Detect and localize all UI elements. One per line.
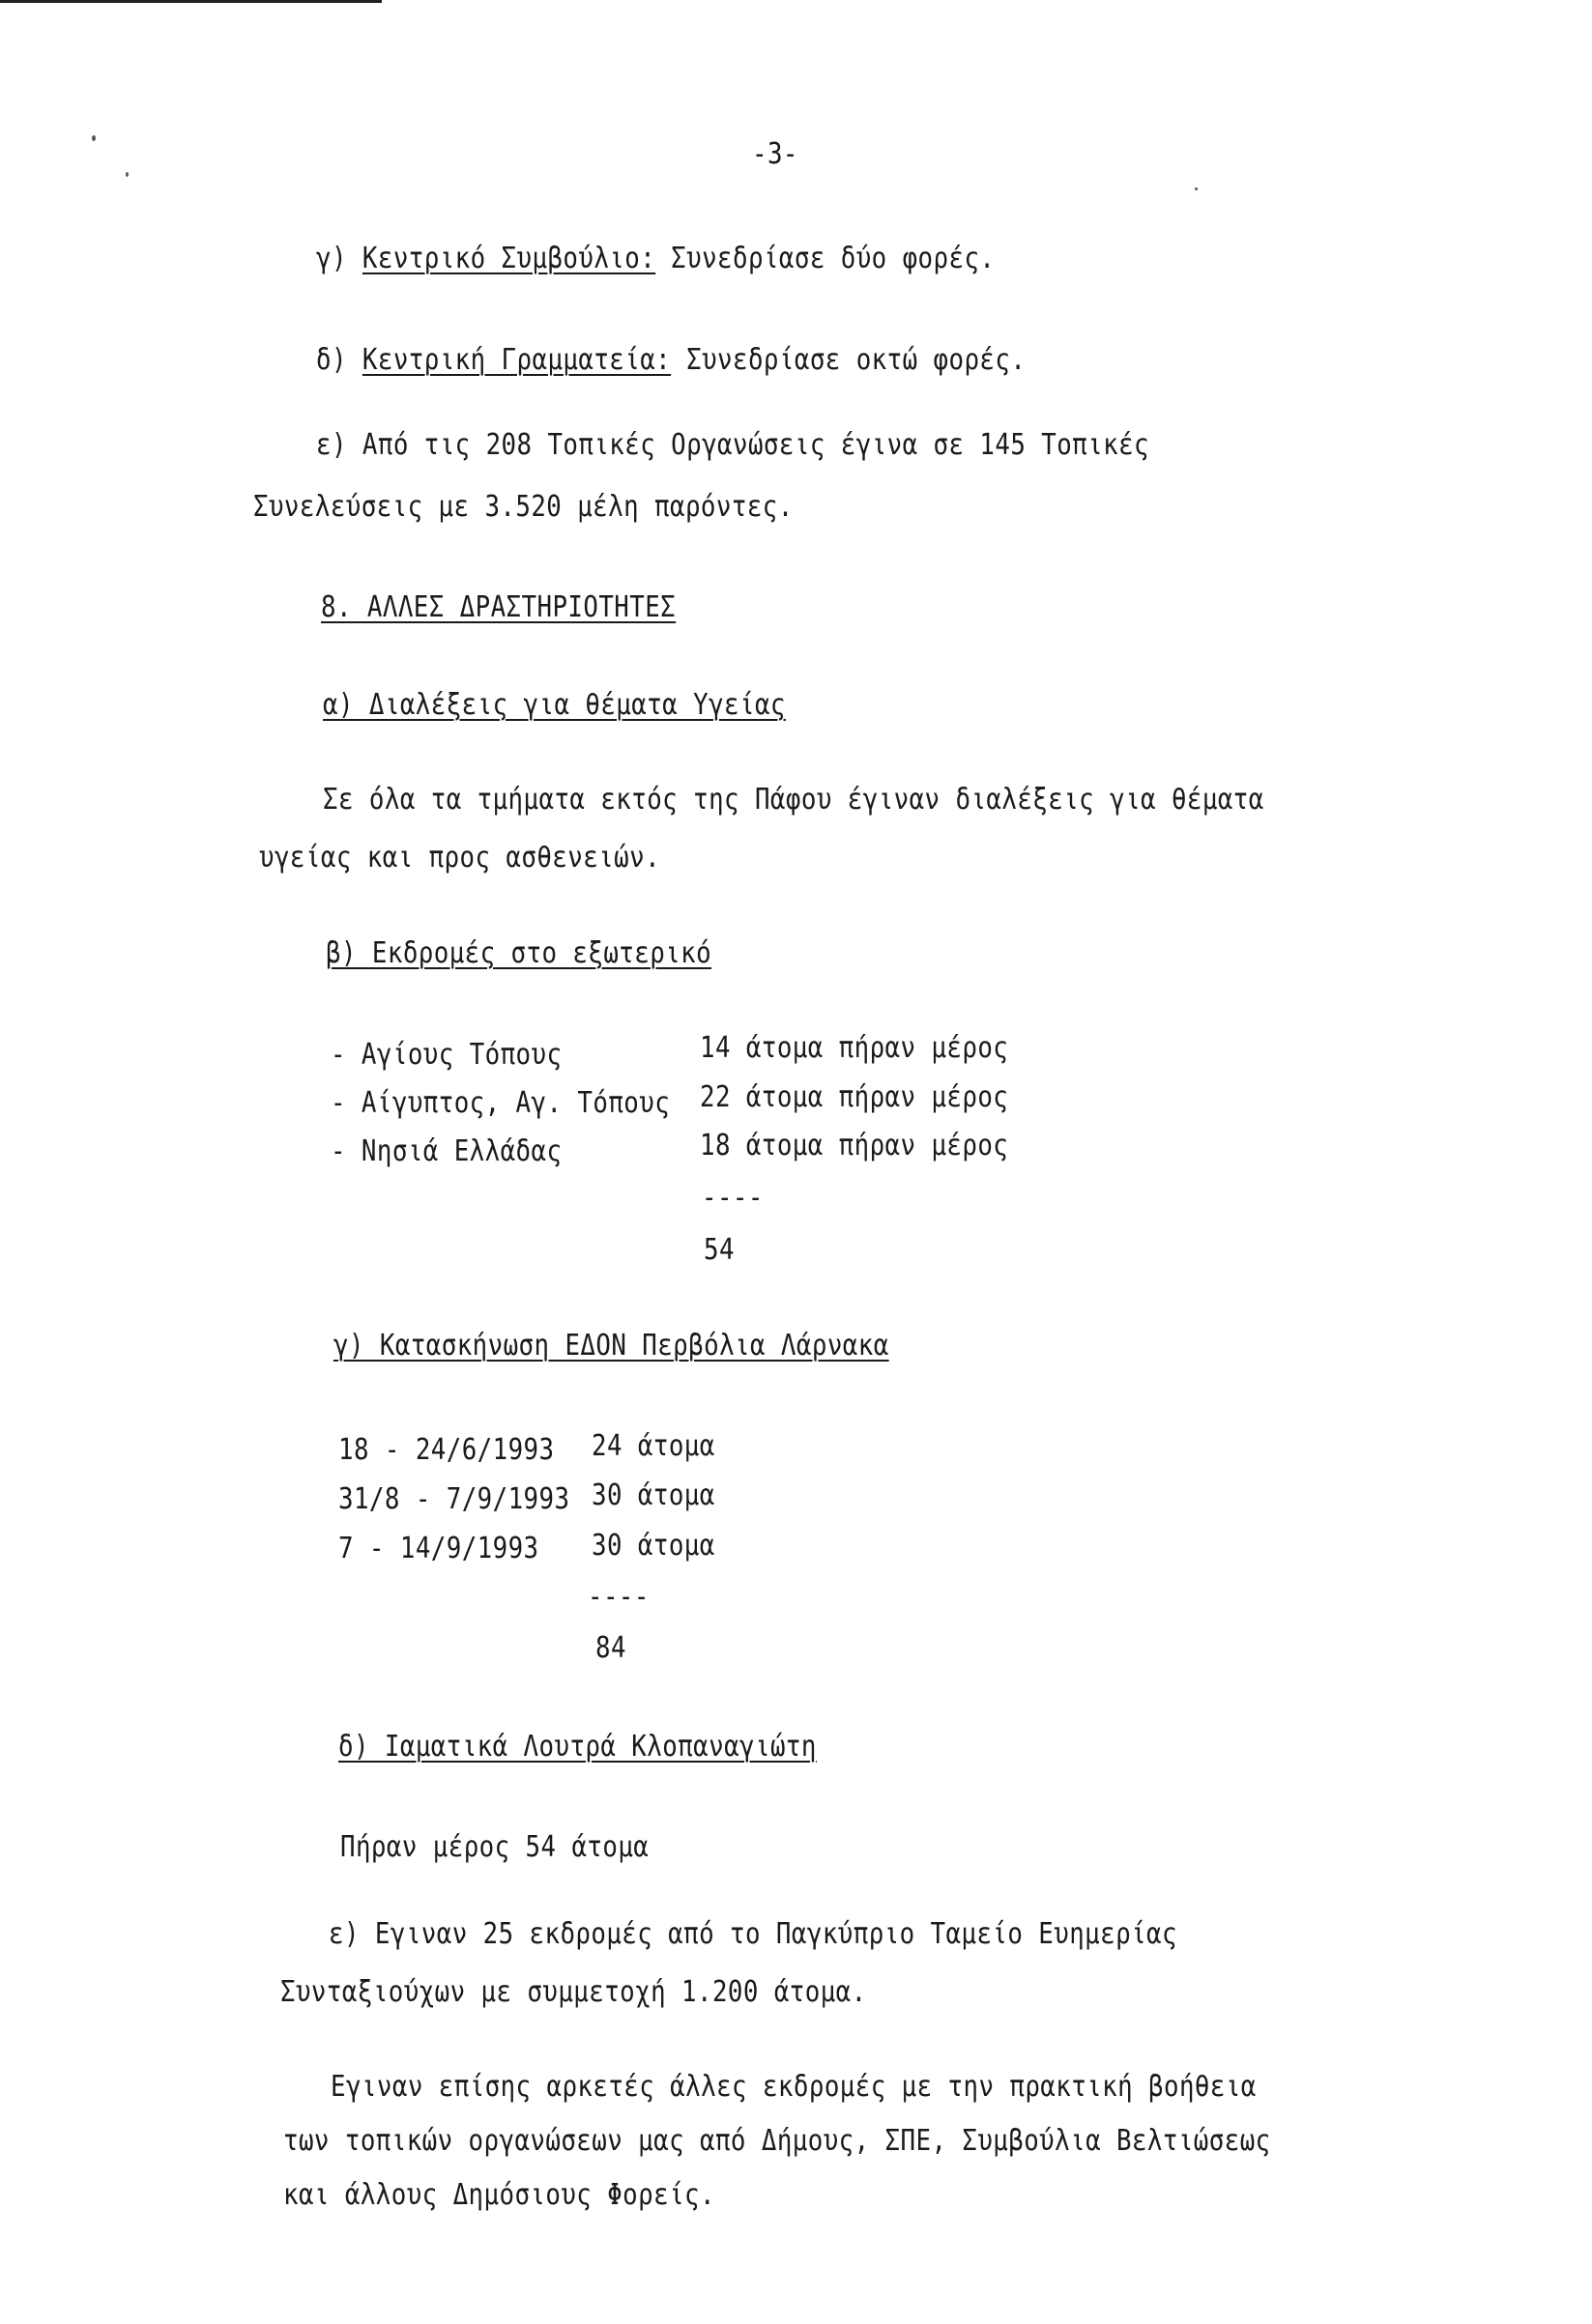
camp-total: 84 [595,1631,626,1665]
closing-line1: Εγιναν επίσης αρκετές άλλες εκδρομές με την πρακτική βοήθεια [331,2070,1257,2104]
camp-date: 31/8 - 7/9/1993 [338,1482,570,1516]
item-e-line2: Συνελεύσεις με 3.520 μέλη παρόντες. [253,490,794,524]
subsection-d-text: Πήραν μέρος 54 άτομα [340,1830,650,1864]
section-heading: 8. ΑΛΛΕΣ ΔΡΑΣΤΗΡΙΟΤΗΤΕΣ [321,590,677,624]
item-d-text: Συνεδρίασε οκτώ φορές. [686,343,1027,377]
item-c-text: Συνεδρίασε δύο φορές. [671,242,996,275]
subsection-d-title: δ) Ιαματικά Λουτρά Κλοπαναγιώτη [338,1730,817,1764]
item-d-title: Κεντρική Γραμματεία: [362,343,672,377]
item-c-line [316,242,995,276]
scan-speck [1195,187,1198,190]
trip-count: 22 άτομα πήραν μέρος [700,1080,1009,1114]
trip-destination: - Αγίους Τόπους [331,1038,563,1072]
trip-total: 54 [704,1233,735,1267]
subsection-a-line1: Σε όλα τα τμήματα εκτός της Πάφου έγιναν διαλέξεις για θέματα [323,783,1264,817]
camp-date: 7 - 14/9/1993 [338,1532,539,1565]
subsection-a-line2: υγείας και προς ασθενειών. [259,841,661,875]
subsection-a-title: α) Διαλέξεις για θέματα Υγείας [323,688,786,722]
closing-line2: των τοπικών οργανώσεων μας από Δήμους, ΣΠΕ, Συμβούλια Βελτιώσεως [283,2124,1271,2158]
subsection-c-title: γ) Κατασκήνωση ΕΔΟΝ Περβόλια Λάρνακα [333,1329,889,1363]
subsection-b-title: β) Εκδρομές στο εξωτερικό [326,936,712,970]
trip-total-rule: ---- [702,1181,764,1215]
closing-line3: και άλλους Δημόσιους Φορείς. [283,2178,715,2212]
trip-count: 18 άτομα πήραν μέρος [700,1129,1009,1162]
item-c-title: Κεντρικό Συμβούλιο: [362,242,656,275]
camp-count: 30 άτομα [592,1478,715,1512]
trip-destination: - Νησιά Ελλάδας [331,1134,563,1168]
trip-count: 14 άτομα πήραν μέρος [700,1031,1009,1065]
scan-speck [126,172,129,177]
trip-destination: - Αίγυπτος, Αγ. Τόπους [331,1086,671,1120]
camp-date: 18 - 24/6/1993 [338,1433,555,1467]
camp-count: 24 άτομα [592,1429,715,1463]
subsection-e-line2: Συνταξιούχων με συμμετοχή 1.200 άτομα. [280,1975,867,2009]
scan-speck [92,135,96,141]
camp-total-rule: ---- [588,1580,650,1614]
subsection-e-line1: ε) Εγιναν 25 εκδρομές από το Παγκύπριο Ταμείο Ευημερίας [329,1917,1177,1951]
item-d-line [316,343,1026,378]
page-number: -3- [752,137,798,171]
item-d-prefix: δ) [316,343,347,377]
scan-edge-line [0,0,382,3]
item-e-line1: ε) Από τις 208 Τοπικές Οργανώσεις έγινα σε 145 Τοπικές [316,428,1150,462]
item-c-prefix: γ) [316,242,347,275]
camp-count: 30 άτομα [592,1529,715,1563]
